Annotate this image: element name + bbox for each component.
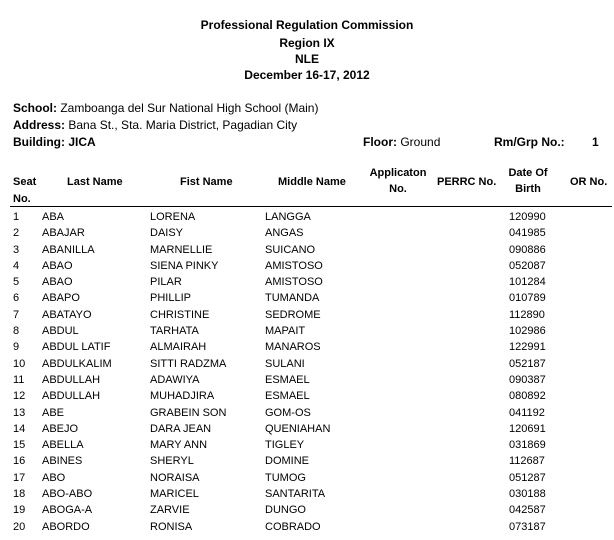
dob-cell: 042587 <box>509 504 546 517</box>
seat-cell: 2 <box>13 227 20 240</box>
region-title: Region IX <box>279 36 335 50</box>
middle-name-cell: GOM-OS <box>265 406 311 419</box>
seat-cell: 13 <box>13 406 26 419</box>
col-last-header: Last Name <box>67 176 123 188</box>
address-label: Address: <box>13 118 66 132</box>
table-row <box>0 437 614 453</box>
middle-name-cell: MAPAIT <box>265 325 306 338</box>
col-perrc-header: PERRC No. <box>437 176 497 188</box>
middle-name-cell: SANTARITA <box>265 488 326 501</box>
last-name-cell: ABOGA-A <box>42 504 93 517</box>
dob-cell: 052187 <box>509 357 546 370</box>
seat-cell: 19 <box>13 504 26 517</box>
exam-title: NLE <box>295 52 319 66</box>
first-name-cell: DAISY <box>150 227 184 240</box>
last-name-cell: ABDUL <box>42 325 79 338</box>
exam-date: December 16-17, 2012 <box>244 68 370 82</box>
first-name-cell: DARA JEAN <box>150 422 212 435</box>
dob-cell: 120691 <box>509 422 546 435</box>
first-name-cell: LORENA <box>150 211 196 223</box>
table-row <box>0 339 614 355</box>
dob-cell: 041985 <box>509 227 546 240</box>
school-value: Zamboanga del Sur National High School (Main) <box>60 101 319 115</box>
first-name-cell: ALMAIRAH <box>150 341 207 354</box>
last-name-cell: ABAO <box>42 259 73 272</box>
middle-name-cell: ANGAS <box>265 227 304 240</box>
middle-name-cell: AMISTOSO <box>265 259 323 272</box>
building-value: JICA <box>68 135 96 149</box>
last-name-cell: ABORDO <box>42 520 90 533</box>
first-name-cell: SIENA PINKY <box>150 259 219 272</box>
dob-cell: 120990 <box>509 211 546 223</box>
table-row <box>0 209 614 225</box>
dob-cell: 112687 <box>509 455 545 468</box>
middle-name-cell: AMISTOSO <box>265 276 323 289</box>
first-name-cell: PILAR <box>150 276 182 289</box>
last-name-cell: ABDULLAH <box>42 390 101 403</box>
table-row <box>0 388 614 404</box>
dob-cell: 090387 <box>509 373 546 386</box>
seat-cell: 12 <box>13 390 26 403</box>
col-seat-header: Seat No. <box>13 176 37 205</box>
roster-table <box>0 209 614 535</box>
dob-cell: 122991 <box>509 341 546 354</box>
seat-cell: 4 <box>13 259 20 272</box>
dob-cell: 073187 <box>509 520 546 533</box>
building-line <box>13 135 96 149</box>
table-row <box>0 258 614 274</box>
last-name-cell: ABO <box>42 471 66 484</box>
middle-name-cell: TUMANDA <box>265 292 320 305</box>
table-row <box>0 242 614 258</box>
col-app-header: Applicaton No. <box>369 167 427 195</box>
dob-cell: 090886 <box>509 243 546 256</box>
dob-cell: 031869 <box>509 439 546 452</box>
first-name-cell: RONISA <box>150 520 193 533</box>
last-name-cell: ABATAYO <box>42 308 92 321</box>
building-label: Building: <box>13 135 65 149</box>
room-value: 1 <box>592 135 599 149</box>
dob-cell: 041192 <box>509 406 545 419</box>
seat-cell: 7 <box>13 308 20 321</box>
middle-name-cell: TUMOG <box>265 471 306 484</box>
dob-cell: 052087 <box>509 259 546 272</box>
middle-name-cell: DOMINE <box>265 455 309 468</box>
first-name-cell: ZARVIE <box>150 504 190 517</box>
first-name-cell: MARNELLIE <box>150 243 213 256</box>
seat-cell: 11 <box>13 373 25 386</box>
header-divider <box>10 206 612 207</box>
dob-cell: 112890 <box>509 308 545 321</box>
table-row <box>0 274 614 290</box>
middle-name-cell: SEDROME <box>265 308 321 321</box>
table-row <box>0 225 614 241</box>
first-name-cell: CHRISTINE <box>150 308 210 321</box>
school-label: School: <box>13 101 57 115</box>
first-name-cell: NORAISA <box>150 471 200 484</box>
dob-cell: 030188 <box>509 488 546 501</box>
middle-name-cell: QUENIAHAN <box>265 422 331 435</box>
table-row <box>0 356 614 372</box>
table-row <box>0 323 614 339</box>
last-name-cell: ABDULLAH <box>42 373 101 386</box>
dob-cell: 102986 <box>509 325 546 338</box>
col-dob-header: Date Of Birth <box>508 167 548 195</box>
middle-name-cell: DUNGO <box>265 504 306 517</box>
seat-cell: 20 <box>13 520 26 533</box>
table-row <box>0 405 614 421</box>
dob-cell: 010789 <box>509 292 546 305</box>
seat-cell: 1 <box>13 211 20 223</box>
last-name-cell: ABANILLA <box>42 243 95 256</box>
first-name-cell: MARICEL <box>150 488 199 501</box>
org-title: Professional Regulation Commission <box>200 18 414 32</box>
room-line <box>494 135 599 149</box>
seat-cell: 15 <box>13 439 26 452</box>
table-row <box>0 290 614 306</box>
first-name-cell: MUHADJIRA <box>150 390 215 403</box>
first-name-cell: ADAWIYA <box>150 373 200 386</box>
middle-name-cell: ESMAEL <box>265 390 310 403</box>
school-line <box>13 101 318 115</box>
seat-cell: 3 <box>13 243 20 256</box>
first-name-cell: TARHATA <box>150 325 199 338</box>
dob-cell: 101284 <box>509 276 546 289</box>
last-name-cell: ABDUL LATIF <box>42 341 111 354</box>
seat-cell: 9 <box>13 341 20 354</box>
seat-cell: 14 <box>13 422 26 435</box>
middle-name-cell: SUICANO <box>265 243 316 256</box>
seat-cell: 18 <box>13 488 26 501</box>
table-row <box>0 421 614 437</box>
dob-cell: 080892 <box>509 390 546 403</box>
middle-name-cell: MANAROS <box>265 341 321 354</box>
middle-name-cell: ESMAEL <box>265 373 310 386</box>
col-or-header: OR No. <box>570 176 608 188</box>
last-name-cell: ABO-ABO <box>42 488 93 501</box>
floor-value: Ground <box>400 135 441 149</box>
col-first-header: Fist Name <box>180 176 233 188</box>
table-row <box>0 307 614 323</box>
seat-cell: 6 <box>13 292 20 305</box>
table-row <box>0 502 614 518</box>
last-name-cell: ABAPO <box>42 292 80 305</box>
address-value: Bana St., Sta. Maria District, Pagadian City <box>68 118 298 132</box>
last-name-cell: ABAJAR <box>42 227 85 240</box>
first-name-cell: SHERYL <box>150 455 194 468</box>
last-name-cell: ABA <box>42 211 65 223</box>
middle-name-cell: LANGGA <box>265 211 311 223</box>
first-name-cell: SITTI RADZMA <box>150 357 227 370</box>
middle-name-cell: COBRADO <box>265 520 321 533</box>
middle-name-cell: SULANI <box>265 357 305 370</box>
seat-cell: 17 <box>13 471 26 484</box>
seat-cell: 16 <box>13 455 26 468</box>
address-line <box>13 118 297 132</box>
table-row <box>0 372 614 388</box>
col-middle-header: Middle Name <box>278 176 346 188</box>
table-row <box>0 519 614 535</box>
table-row <box>0 486 614 502</box>
floor-line <box>363 135 440 149</box>
first-name-cell: GRABEIN SON <box>150 406 227 419</box>
table-row <box>0 470 614 486</box>
seat-cell: 5 <box>13 276 20 289</box>
last-name-cell: ABELLA <box>42 439 84 452</box>
last-name-cell: ABEJO <box>42 422 79 435</box>
seat-cell: 10 <box>13 357 26 370</box>
seat-cell: 8 <box>13 325 20 338</box>
last-name-cell: ABDULKALIM <box>42 357 112 370</box>
last-name-cell: ABAO <box>42 276 73 289</box>
last-name-cell: ABINES <box>42 455 83 468</box>
table-row <box>0 453 614 469</box>
first-name-cell: PHILLIP <box>150 292 191 305</box>
first-name-cell: MARY ANN <box>150 439 208 452</box>
middle-name-cell: TIGLEY <box>265 439 305 452</box>
last-name-cell: ABE <box>42 406 65 419</box>
room-label: Rm/Grp No.: <box>494 135 565 149</box>
floor-label: Floor: <box>363 135 397 149</box>
dob-cell: 051287 <box>509 471 546 484</box>
